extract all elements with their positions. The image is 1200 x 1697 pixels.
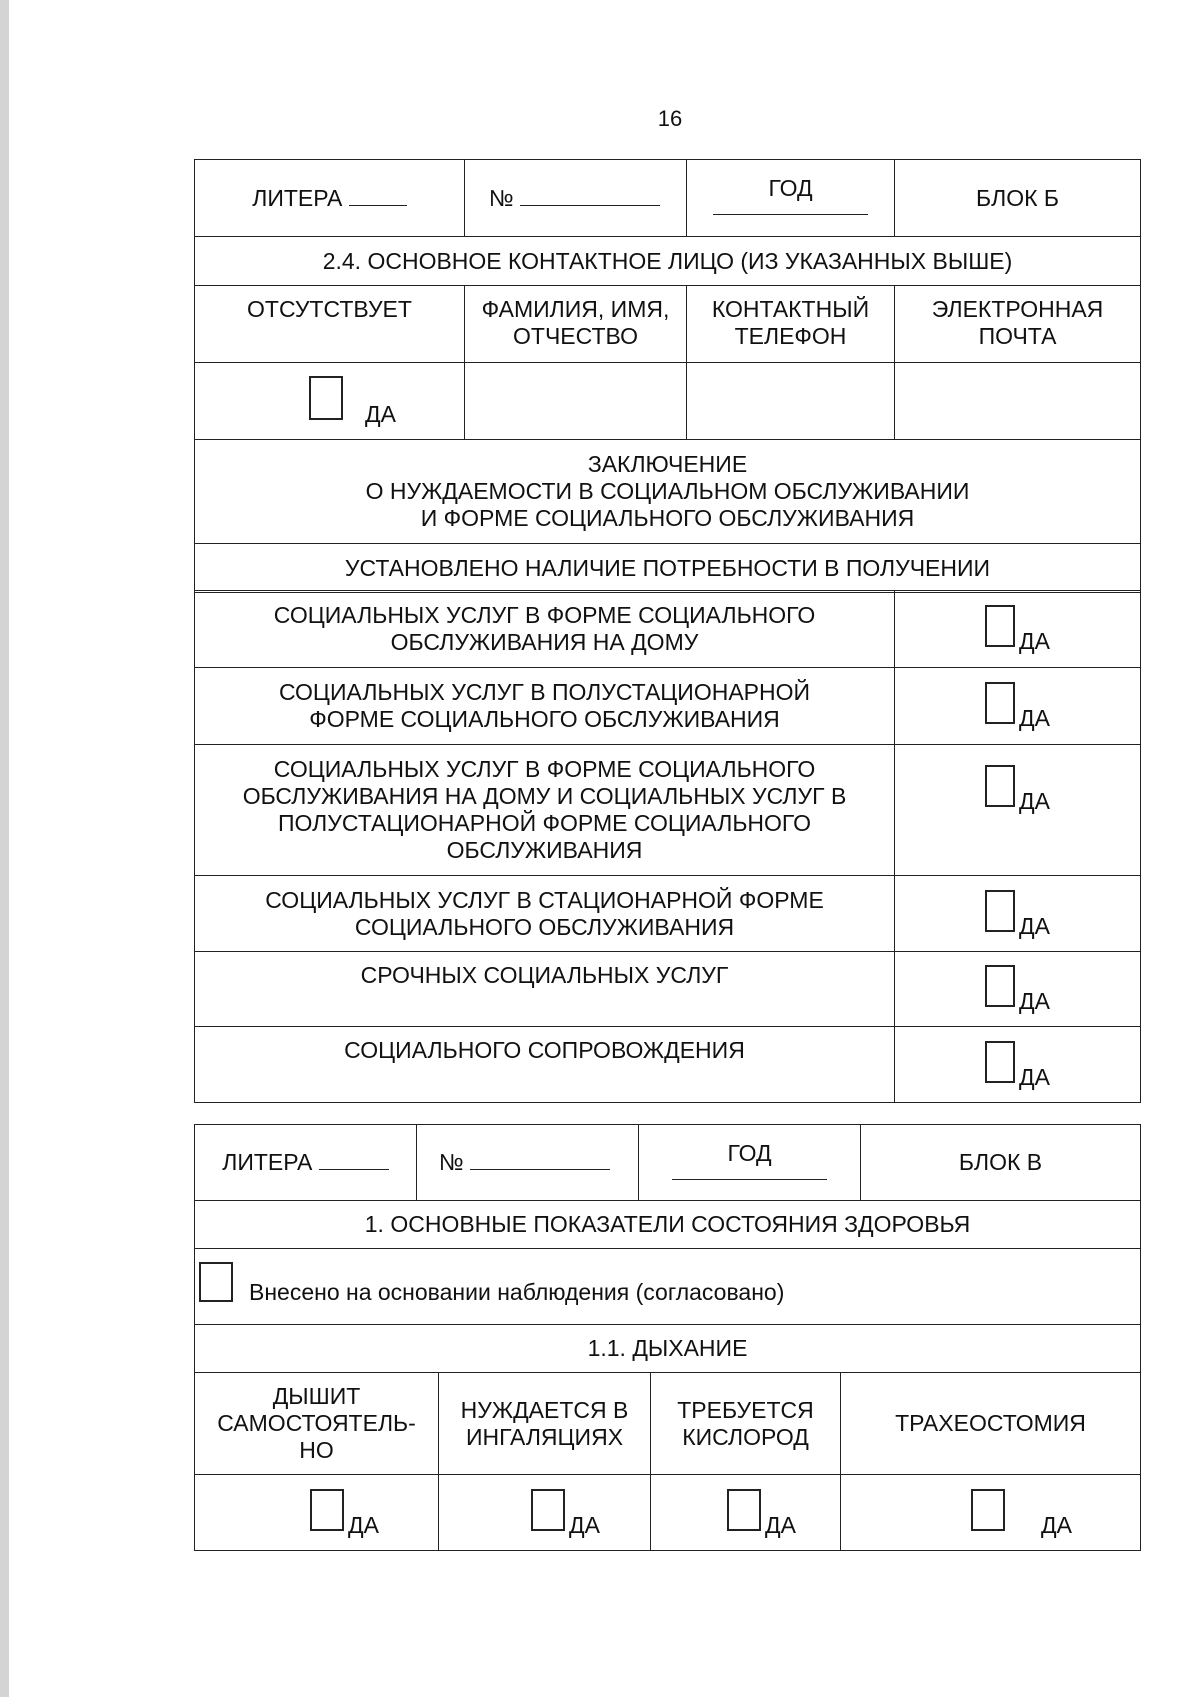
need-line: СОЦИАЛЬНЫХ УСЛУГ В ПОЛУСТАЦИОНАРНОЙ xyxy=(278,679,811,705)
conclusion-title-line-1: ЗАКЛЮЧЕНИЕ xyxy=(587,451,748,477)
need-yes-label: ДА xyxy=(1019,912,1050,939)
need-label xyxy=(195,591,895,668)
column-breathes-independently xyxy=(195,1373,439,1475)
breathing-yes-label: ДА xyxy=(765,1511,796,1538)
column-full-name: ФАМИЛИЯ, ИМЯ, ОТЧЕСТВО xyxy=(465,286,687,363)
litera-label: ЛИТЕРА xyxy=(222,1149,313,1175)
number-input[interactable] xyxy=(520,185,660,206)
need-checkbox[interactable] xyxy=(985,765,1015,807)
column-email: ЭЛЕКТРОННАЯ ПОЧТА xyxy=(895,286,1141,363)
scan-edge-bar xyxy=(0,0,9,1697)
observed-checkbox[interactable] xyxy=(199,1262,233,1302)
observed-note: Внесено на основании наблюдения (согласовано) xyxy=(249,1278,785,1305)
health-section-title: 1. ОСНОВНЫЕ ПОКАЗАТЕЛИ СОСТОЯНИЯ ЗДОРОВЬЯ xyxy=(195,1201,1141,1249)
breathing-section-title: 1.1. ДЫХАНИЕ xyxy=(195,1325,1141,1373)
column-line: ТРАХЕОСТОМИЯ xyxy=(895,1410,1086,1436)
number-label: № xyxy=(489,184,514,211)
need-label xyxy=(195,668,895,745)
litera-input[interactable] xyxy=(319,1149,389,1170)
oxygen-required-checkbox[interactable] xyxy=(727,1489,761,1531)
need-line: СРОЧНЫХ СОЦИАЛЬНЫХ УСЛУГ xyxy=(360,962,729,988)
need-yes-cell xyxy=(895,1027,1141,1103)
block-label: БЛОК В xyxy=(861,1125,1141,1201)
need-row xyxy=(195,876,1141,952)
need-yes-cell xyxy=(895,745,1141,876)
column-tracheostomy xyxy=(841,1373,1141,1475)
breathing-yes-cell xyxy=(439,1475,651,1551)
column-needs-inhalation xyxy=(439,1373,651,1475)
conclusion-title-line-2: О НУЖДАЕМОСТИ В СОЦИАЛЬНОМ ОБСЛУЖИВАНИИ xyxy=(365,478,970,504)
column-line: ТРЕБУЕТСЯ xyxy=(677,1396,814,1423)
breathing-yes-cell xyxy=(841,1475,1141,1551)
need-line: ПОЛУСТАЦИОНАРНОЙ ФОРМЕ СОЦИАЛЬНОГО xyxy=(278,810,811,836)
phone-field[interactable] xyxy=(687,363,895,440)
need-yes-label: ДА xyxy=(1019,988,1050,1014)
block-label: БЛОК Б xyxy=(895,160,1141,237)
need-yes-label: ДА xyxy=(1019,628,1050,654)
page-number: 16 xyxy=(657,106,683,131)
breathing-yes-label: ДА xyxy=(569,1511,600,1538)
need-checkbox[interactable] xyxy=(985,1041,1015,1083)
need-label xyxy=(195,876,895,952)
need-label xyxy=(195,745,895,876)
need-checkbox[interactable] xyxy=(985,890,1015,932)
need-line: СОЦИАЛЬНЫХ УСЛУГ В ФОРМЕ СОЦИАЛЬНОГО xyxy=(273,602,816,628)
breathing-columns-row xyxy=(195,1373,1141,1475)
absent-checkbox[interactable] xyxy=(309,376,343,420)
column-line: САМОСТОЯТЕЛЬ- xyxy=(217,1410,416,1436)
number-input[interactable] xyxy=(470,1149,610,1170)
tracheostomy-checkbox[interactable] xyxy=(971,1489,1005,1531)
contact-values-row xyxy=(195,363,1141,440)
contact-section-title: 2.4. ОСНОВНОЕ КОНТАКТНОЕ ЛИЦО (ИЗ УКАЗАННЫХ ВЫШЕ) xyxy=(195,237,1141,286)
need-checkbox[interactable] xyxy=(985,605,1015,647)
column-line: НУЖДАЕТСЯ В xyxy=(460,1396,629,1423)
need-yes-cell xyxy=(895,876,1141,952)
conclusion-title xyxy=(195,440,1141,544)
need-row xyxy=(195,1027,1141,1103)
contact-columns-row xyxy=(195,286,1141,363)
need-line: ОБСЛУЖИВАНИЯ НА ДОМУ И СОЦИАЛЬНЫХ УСЛУГ В xyxy=(242,783,847,809)
need-yes-cell xyxy=(895,591,1141,668)
column-line: КИСЛОРОД xyxy=(682,1423,809,1450)
need-row xyxy=(195,668,1141,745)
need-yes-cell xyxy=(895,668,1141,745)
need-line: СОЦИАЛЬНЫХ УСЛУГ В ФОРМЕ СОЦИАЛЬНОГО xyxy=(273,756,816,782)
need-line: ОБСЛУЖИВАНИЯ xyxy=(446,837,643,863)
email-field[interactable] xyxy=(895,363,1141,440)
year-input[interactable] xyxy=(672,1179,827,1180)
litera-cell xyxy=(195,1125,417,1201)
needs-inhalation-checkbox[interactable] xyxy=(531,1489,565,1531)
number-label: № xyxy=(439,1149,464,1175)
breathing-yes-cell xyxy=(195,1475,439,1551)
breathing-yes-label: ДА xyxy=(1041,1511,1072,1538)
column-phone: КОНТАКТНЫЙ ТЕЛЕФОН xyxy=(687,286,895,363)
year-input[interactable] xyxy=(713,214,868,215)
block-v-header-row xyxy=(195,1125,1141,1201)
year-label: ГОД xyxy=(727,1139,772,1166)
column-line: НО xyxy=(299,1437,334,1463)
number-cell xyxy=(417,1125,639,1201)
need-established-heading: УСТАНОВЛЕНО НАЛИЧИЕ ПОТРЕБНОСТИ В ПОЛУЧЕНИИ xyxy=(195,544,1141,593)
litera-label: ЛИТЕРА xyxy=(252,184,343,211)
breathes-independently-checkbox[interactable] xyxy=(310,1489,344,1531)
need-yes-label: ДА xyxy=(1019,705,1050,731)
year-cell xyxy=(639,1125,861,1201)
year-cell xyxy=(687,160,895,237)
breathing-yes-cell xyxy=(651,1475,841,1551)
need-row xyxy=(195,591,1141,668)
need-line: ФОРМЕ СОЦИАЛЬНОГО ОБСЛУЖИВАНИЯ xyxy=(309,706,780,732)
need-line: ОБСЛУЖИВАНИЯ НА ДОМУ xyxy=(390,629,699,655)
need-checkbox[interactable] xyxy=(985,682,1015,724)
need-checkbox[interactable] xyxy=(985,965,1015,1007)
need-line: СОЦИАЛЬНОГО ОБСЛУЖИВАНИЯ xyxy=(354,913,735,940)
need-line: СОЦИАЛЬНЫХ УСЛУГ В СТАЦИОНАРНОЙ ФОРМЕ xyxy=(265,886,824,913)
column-absent: ОТСУТСТВУЕТ xyxy=(195,286,465,363)
need-label xyxy=(195,952,895,1027)
litera-input[interactable] xyxy=(349,185,407,206)
number-cell xyxy=(465,160,687,237)
conclusion-title-row xyxy=(195,440,1141,544)
need-row xyxy=(195,952,1141,1027)
needs-table xyxy=(194,590,1141,1103)
breathing-table xyxy=(194,1372,1141,1551)
breathing-yes-label: ДА xyxy=(348,1511,379,1538)
absent-yes-label: ДА xyxy=(365,401,396,427)
need-row xyxy=(195,745,1141,876)
need-line: СОЦИАЛЬНОГО СОПРОВОЖДЕНИЯ xyxy=(344,1037,745,1063)
block-b-header-row xyxy=(195,160,1141,237)
conclusion-title-line-3: И ФОРМЕ СОЦИАЛЬНОГО ОБСЛУЖИВАНИЯ xyxy=(420,505,915,531)
breathing-values-row xyxy=(195,1475,1141,1551)
need-yes-cell xyxy=(895,952,1141,1027)
year-label: ГОД xyxy=(768,175,813,201)
full-name-field[interactable] xyxy=(465,363,687,440)
block-v-table xyxy=(194,1124,1141,1373)
litera-cell xyxy=(195,160,465,237)
column-line: ДЫШИТ xyxy=(272,1383,361,1409)
block-b-table xyxy=(194,159,1141,593)
need-label xyxy=(195,1027,895,1103)
absent-yes-cell xyxy=(195,363,465,440)
need-yes-label: ДА xyxy=(1019,788,1050,814)
column-line: ИНГАЛЯЦИЯХ xyxy=(465,1423,624,1450)
observed-cell xyxy=(195,1249,1141,1325)
need-yes-label: ДА xyxy=(1019,1063,1050,1090)
column-oxygen-required xyxy=(651,1373,841,1475)
